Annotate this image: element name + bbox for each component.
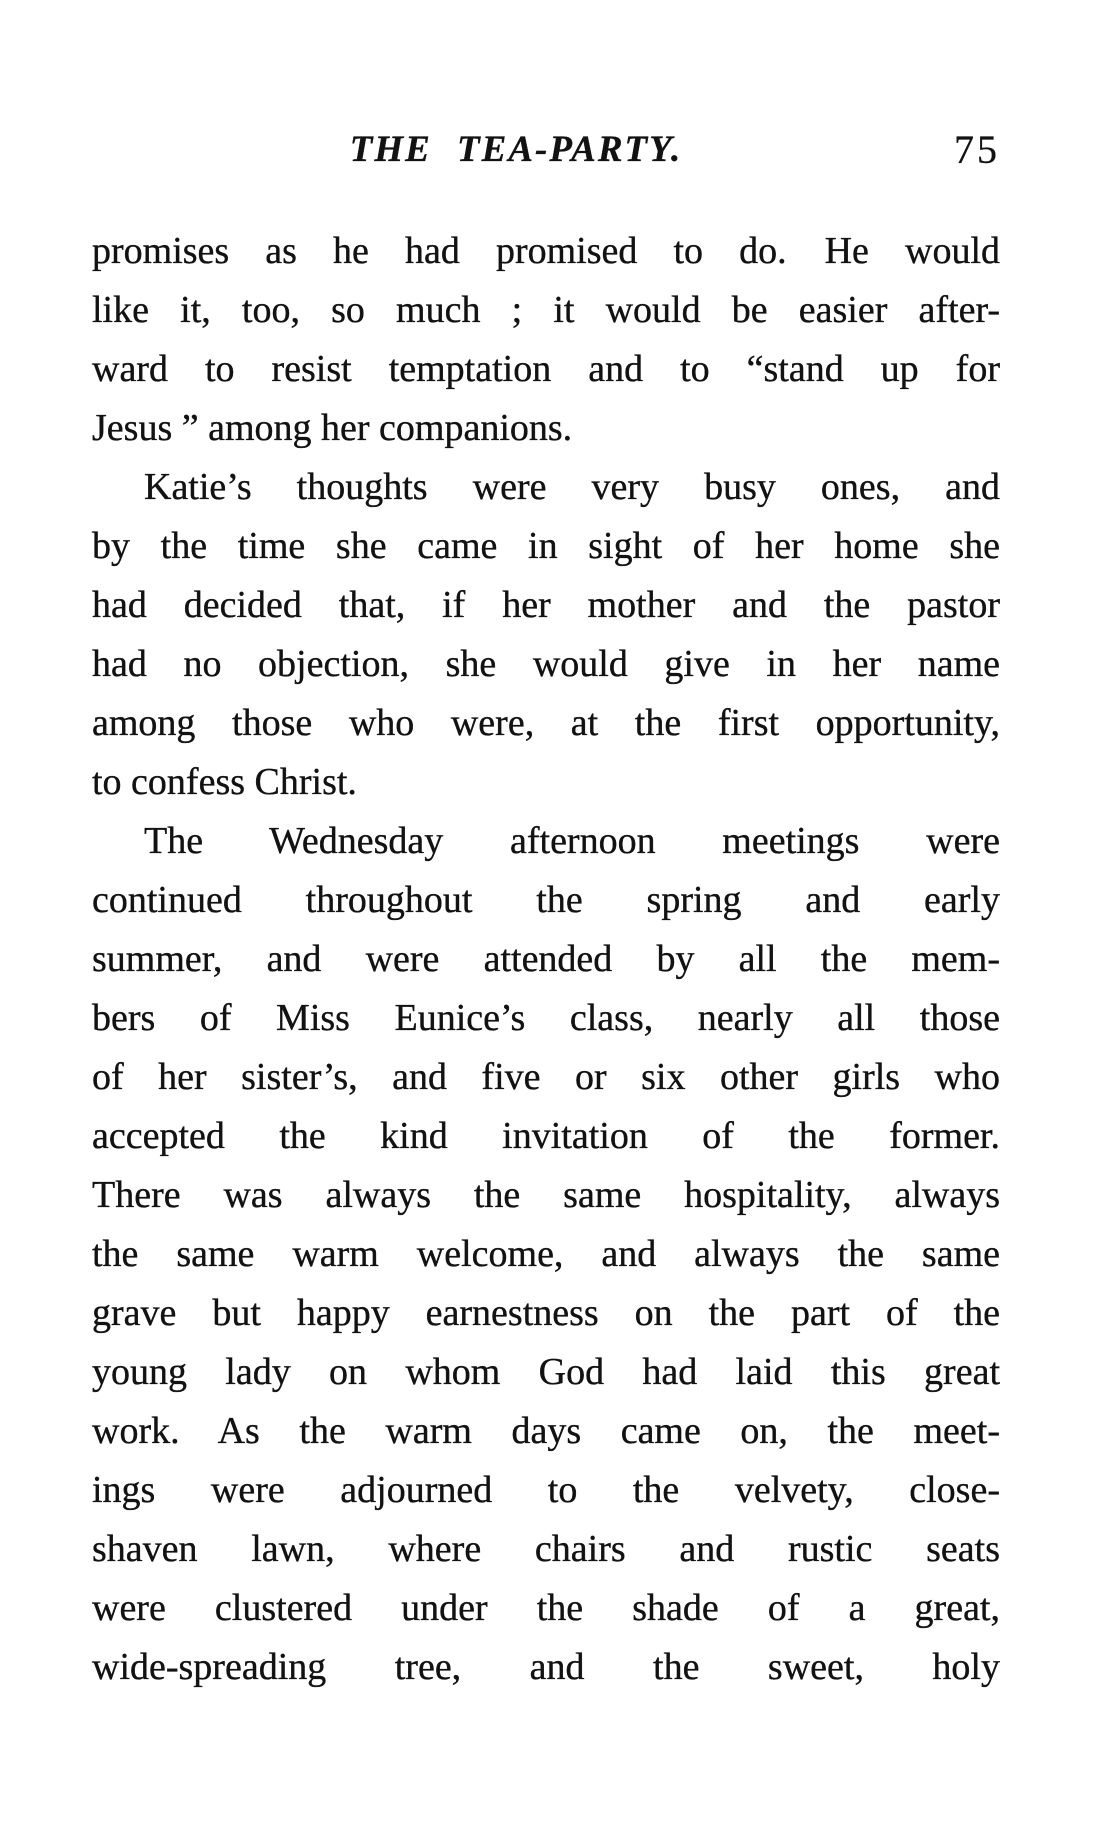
text-line: accepted the kind invitation of the former.: [92, 1115, 1000, 1157]
text-line: wide-spreading tree, and the sweet, holy: [92, 1646, 1000, 1688]
text-line: like it, too, so much ; it would be easier after-: [92, 289, 1000, 331]
text-line: were clustered under the shade of a great,: [92, 1587, 1000, 1629]
text-line: ward to resist temptation and to “stand up for: [92, 348, 1000, 390]
text-line: to confess Christ.: [92, 761, 357, 803]
text-line: work. As the warm days came on, the meet-: [92, 1410, 1000, 1452]
text-line: the same warm welcome, and always the same: [92, 1233, 1000, 1275]
text-line: Jesus ” among her companions.: [92, 407, 573, 449]
text-line: grave but happy earnestness on the part of the: [92, 1292, 1000, 1334]
text-line: of her sister’s, and five or six other girls who: [92, 1056, 1000, 1098]
body-text: [92, 222, 1000, 1697]
text-line: There was always the same hospitality, always: [92, 1174, 1000, 1216]
text-line: continued throughout the spring and early: [92, 879, 1000, 921]
text-line: had decided that, if her mother and the pastor: [92, 584, 1000, 626]
text-line: had no objection, she would give in her name: [92, 643, 1000, 685]
text-line: ings were adjourned to the velvety, close-: [92, 1469, 1000, 1511]
text-line: young lady on whom God had laid this great: [92, 1351, 1000, 1393]
page-header: [92, 128, 1000, 178]
page-number: 75: [954, 127, 1000, 172]
text-line: summer, and were attended by all the mem-: [92, 938, 1000, 980]
text-line: promises as he had promised to do. He would: [92, 230, 1000, 272]
text-line: shaven lawn, where chairs and rustic seats: [92, 1528, 1000, 1570]
text-line: by the time she came in sight of her home she: [92, 525, 1000, 567]
text-line: The Wednesday afternoon meetings were: [144, 820, 1000, 862]
text-line: among those who were, at the first opportunity,: [92, 702, 1000, 744]
running-title: THE TEA-PARTY.: [349, 129, 683, 170]
text-line: Katie’s thoughts were very busy ones, and: [144, 466, 1000, 508]
text-line: bers of Miss Eunice’s class, nearly all those: [92, 997, 1000, 1039]
